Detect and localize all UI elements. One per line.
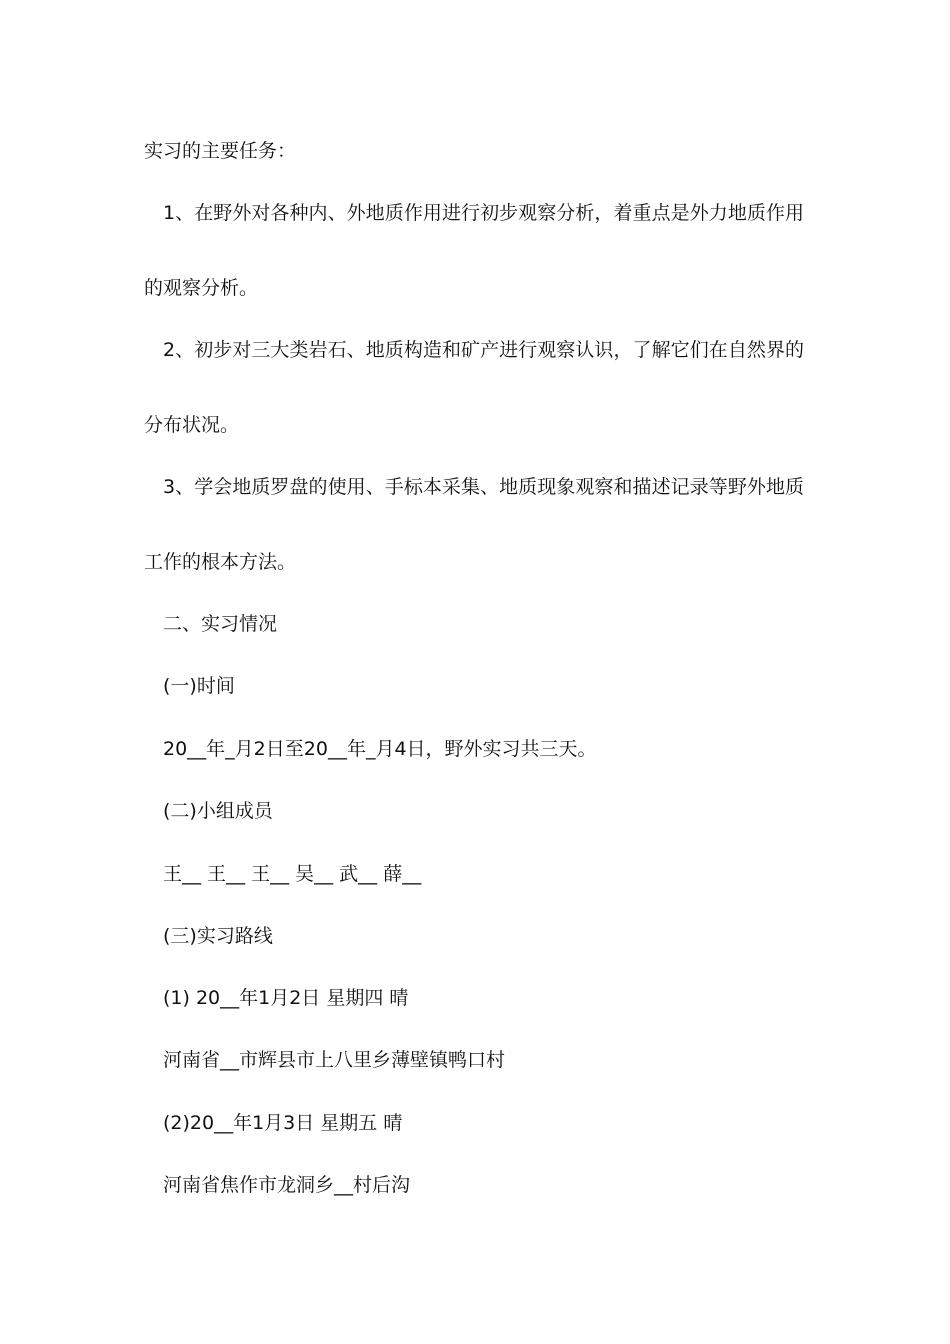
- task-item-1-continuation: 的观察分析。: [144, 277, 259, 299]
- section-intro-heading: 实习的主要任务：: [144, 140, 297, 162]
- task-item-3-continuation: 工作的根本方法。: [144, 551, 297, 573]
- subsection-heading-time: (一)时间: [163, 675, 235, 697]
- section-heading-practice: 二、实习情况: [163, 613, 278, 635]
- task-item-3: 3、学会地质罗盘的使用、手标本采集、地质现象观察和描述记录等野外地质: [163, 476, 804, 498]
- task-item-2: 2、初步对三大类岩石、地质构造和矿产进行观察认识，了解它们在自然界的: [163, 339, 804, 361]
- group-members-text: 王__ 王__ 王__ 吴__ 武__ 薛__: [163, 863, 422, 885]
- task-item-1: 1、在野外对各种内、外地质作用进行初步观察分析，着重点是外力地质作用: [163, 202, 804, 224]
- route-item-2-location: 河南省焦作市龙洞乡__村后沟: [163, 1174, 411, 1196]
- task-item-2-continuation: 分布状况。: [144, 414, 240, 436]
- subsection-heading-route: (三)实习路线: [163, 925, 273, 947]
- subsection-heading-members: (二)小组成员: [163, 800, 273, 822]
- route-item-1-location: 河南省__市辉县市上八里乡薄壁镇鸭口村: [163, 1049, 506, 1071]
- route-item-2-date: (2)20__年1月3日 星期五 晴: [163, 1112, 403, 1134]
- practice-time-text: 20__年_月2日至20__年_月4日，野外实习共三天。: [163, 738, 597, 760]
- route-item-1-date: (1) 20__年1月2日 星期四 晴: [163, 987, 409, 1009]
